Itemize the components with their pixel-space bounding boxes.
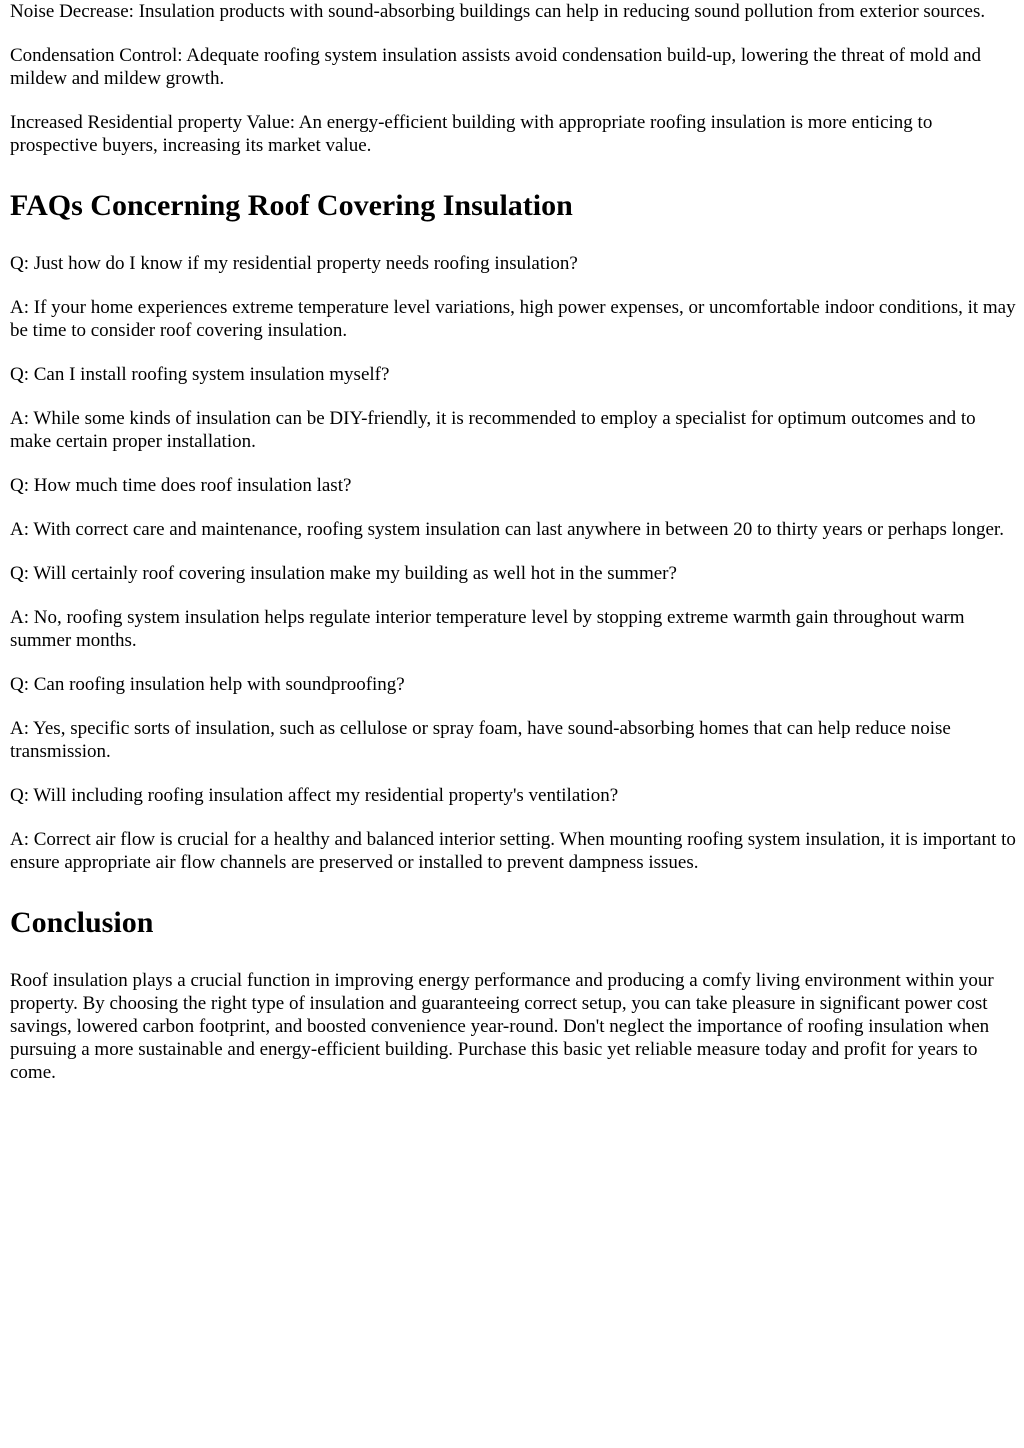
faq-answer: A: With correct care and maintenance, roofing system insulation can last anywhere in between 20 to thirty years or perhaps longer.	[10, 519, 1004, 540]
conclusion-heading: Conclusion	[10, 906, 154, 939]
faq-question: Q: Will including roofing insulation affect my residential property's ventilation?	[10, 785, 619, 806]
conclusion-paragraph: Roof insulation plays a crucial function in improving energy performance and producing a comfy living environment within your property. By choosing the right type of insulation and guaranteeing correct setup, you can take pleasure in significant power cost savings, lowered carbon footprint, and boosted convenience year-round. Don't neglect the importance of roofing insulation when pursuing a more sustainable and energy-efficient building. Purchase this basic yet reliable measure today and profit for years to come.	[10, 970, 994, 1083]
faq-question: Q: Can I install roofing system insulation myself?	[10, 364, 390, 385]
faq-answer: A: Yes, specific sorts of insulation, such as cellulose or spray foam, have sound-absorbing homes that can help reduce noise transmission.	[10, 718, 951, 762]
conclusion-section	[10, 905, 1016, 1084]
faq-section	[10, 188, 1016, 874]
benefit-condensation-control: Condensation Control: Adequate roofing system insulation assists avoid condensation build-up, lowering the threat of mold and mildew and mildew growth.	[10, 45, 981, 89]
faq-question: Q: Can roofing insulation help with soundproofing?	[10, 674, 405, 695]
faq-question: Q: How much time does roof insulation last?	[10, 475, 352, 496]
benefits-section	[10, 0, 1016, 157]
faq-answer: A: Correct air flow is crucial for a healthy and balanced interior setting. When mounting roofing system insulation, it is important to ensure appropriate air flow channels are preserved or installed to prevent dampness issues.	[10, 829, 1016, 873]
faq-heading: FAQs Concerning Roof Covering Insulation	[10, 189, 573, 222]
benefit-property-value: Increased Residential property Value: An energy-efficient building with appropriate roofing insulation is more enticing to prospective buyers, increasing its market value.	[10, 112, 933, 156]
faq-answer: A: No, roofing system insulation helps regulate interior temperature level by stopping extreme warmth gain throughout warm summer months.	[10, 607, 965, 651]
faq-question: Q: Will certainly roof covering insulation make my building as well hot in the summer?	[10, 563, 677, 584]
faq-answer: A: If your home experiences extreme temperature level variations, high power expenses, or uncomfortable indoor conditions, it may be time to consider roof covering insulation.	[10, 297, 1016, 341]
faq-answer: A: While some kinds of insulation can be DIY-friendly, it is recommended to employ a specialist for optimum outcomes and to make certain proper installation.	[10, 408, 976, 452]
benefit-noise-decrease: Noise Decrease: Insulation products with sound-absorbing buildings can help in reducing sound pollution from exterior sources.	[10, 1, 986, 22]
faq-question: Q: Just how do I know if my residential property needs roofing insulation?	[10, 253, 578, 274]
